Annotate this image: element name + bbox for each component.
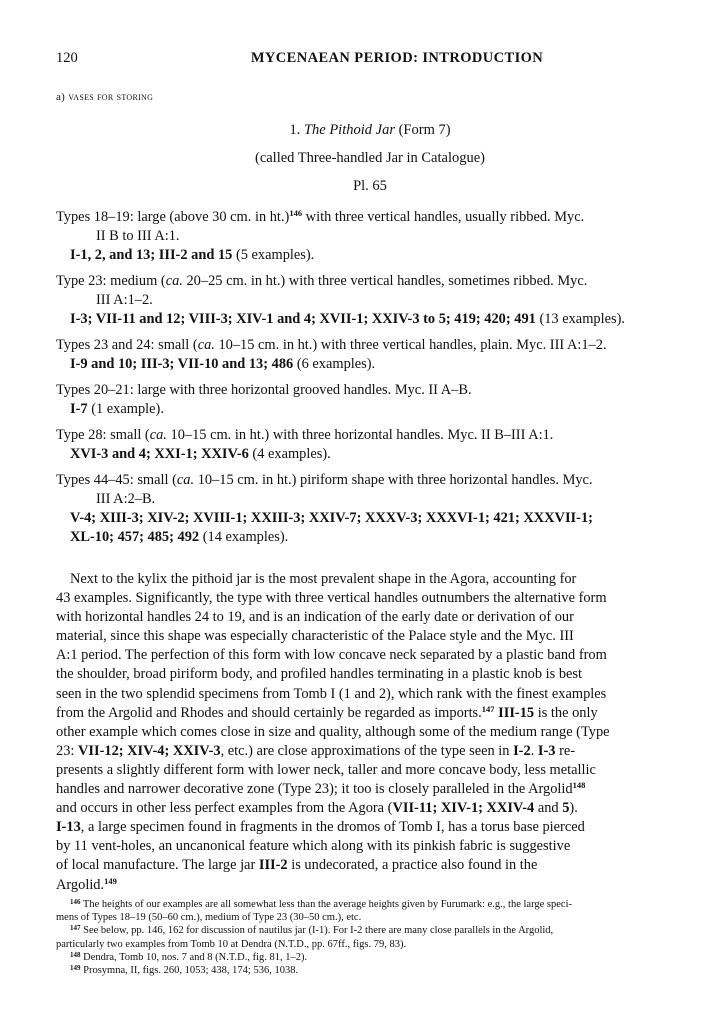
type-entry <box>56 471 671 547</box>
heading-title: The Pithoid Jar <box>303 122 395 138</box>
catalogue-ref: I-2 <box>513 742 531 759</box>
footnote-ref: 147 <box>481 703 495 714</box>
footnote-line: mens of Types 18–19 (50–60 cm.), medium of Type 23 (30–50 cm.), etc. <box>56 912 362 924</box>
body-span: re- <box>555 742 576 759</box>
body-span: of local manufacture. The large jar <box>56 857 259 874</box>
body-span: , etc.) are close approximations of the type seen in <box>220 742 514 759</box>
type-line <box>56 272 671 291</box>
footnote-text: Dendra, Tomb 10, nos. 7 and 8 (N.T.D., fig. 81, 1–2). <box>80 951 308 963</box>
footnote-ref: 149 <box>104 875 117 886</box>
type-text: Type 23: medium ( <box>56 273 166 289</box>
heading-number: 1. <box>289 122 304 138</box>
type-line <box>56 381 671 400</box>
type-text: Types 44–45: small ( <box>56 472 177 488</box>
body-span: ). <box>569 800 578 817</box>
type-text: 10–15 cm. in ht.) piriform shape with three horizontal handles. Myc. <box>194 472 593 488</box>
running-header <box>56 50 668 70</box>
section-label-text: vases for storing <box>68 91 154 103</box>
catalogue-ref: 5 <box>562 800 570 817</box>
catalogue-refs: I-7 <box>70 401 88 417</box>
body-span: is undecorated, a practice also found in the <box>287 857 538 874</box>
body-line <box>56 818 671 837</box>
section-label-prefix: a) <box>56 91 69 103</box>
type-text: 10–15 cm. in ht.) with three horizontal handles. Myc. II B–III A:1. <box>166 427 554 443</box>
type-text: Types 18–19: large (above 30 cm. in ht.) <box>56 209 290 225</box>
catalogue-ref: VII-12; XIV-4; XXIV-3 <box>78 742 221 759</box>
type-entry <box>56 336 671 374</box>
footnote-number: 146 <box>70 898 81 906</box>
section-label <box>56 91 153 103</box>
body-span: Argolid. <box>56 876 105 893</box>
type-examples <box>56 509 671 528</box>
type-text: 20–25 cm. in ht.) with three vertical handles, sometimes ribbed. Myc. <box>182 273 588 289</box>
type-examples <box>56 445 671 464</box>
body-text <box>56 570 671 895</box>
catalogue-refs: I-3; VII-11 and 12; VIII-3; XIV-1 and 4; XVII-1; XXIV-3 to 5; 419; 420; 491 <box>70 311 536 327</box>
type-text: with three vertical handles, usually ribbed. Myc. <box>302 209 585 225</box>
type-line <box>56 426 671 445</box>
example-count: (6 examples). <box>293 356 376 372</box>
type-text-italic: ca. <box>165 273 183 289</box>
type-line-cont: II B to III A:1. <box>96 228 180 244</box>
body-line: seen in the two splendid specimens from Tomb I (1 and 2), which rank with the finest examples <box>56 685 607 702</box>
body-line <box>56 704 671 723</box>
type-text-italic: ca. <box>197 337 215 353</box>
body-span: handles and narrower decorative zone (Type 23); it too is closely paralleled in the Argolid <box>56 781 573 798</box>
type-line <box>56 336 671 355</box>
body-span: and occurs in other less perfect examples from the Agora ( <box>56 800 393 817</box>
body-line <box>56 876 671 895</box>
body-line: with horizontal handles 24 to 19, and is an indication of the early date or derivation of our <box>56 609 574 626</box>
footnote <box>56 898 671 924</box>
body-line <box>56 856 671 875</box>
catalogue-refs: XVI-3 and 4; XXI-1; XXIV-6 <box>70 446 249 462</box>
type-examples <box>56 246 671 265</box>
type-line-cont: III A:2–B. <box>96 491 156 507</box>
body-line <box>56 799 671 818</box>
page-number: 120 <box>56 50 78 66</box>
example-count: (4 examples). <box>248 446 331 462</box>
catalogue-ref: I-3 <box>537 742 556 759</box>
type-examples <box>56 400 671 419</box>
catalogue-ref: III-15 <box>494 704 535 721</box>
footnote <box>56 924 671 950</box>
type-line <box>56 208 671 227</box>
catalogue-refs: I-1, 2, and 13; III-2 and 15 <box>70 247 233 263</box>
catalogue-refs: XL-10; 457; 485; 492 <box>70 529 200 545</box>
body-line <box>56 742 671 761</box>
example-count: (5 examples). <box>232 247 315 263</box>
body-line <box>56 780 671 799</box>
footnote-line <box>56 924 671 937</box>
type-text: Types 23 and 24: small ( <box>56 337 198 353</box>
footnote-number: 148 <box>70 950 81 959</box>
heading-form: (Form 7) <box>394 122 451 138</box>
catalogue-refs: I-9 and 10; III-3; VII-10 and 13; 486 <box>70 356 294 372</box>
body-span: , a large specimen found in fragments in the dromos of Tomb I, has a torus base pierced <box>80 819 585 836</box>
type-entry <box>56 381 671 419</box>
footnote-ref: 148 <box>572 780 586 791</box>
type-text-italic: ca. <box>149 427 167 443</box>
heading-subtitle: (called Three-handled Jar in Catalogue) <box>254 150 486 166</box>
body-line: 43 examples. Significantly, the type with three vertical handles outnumbers the alternative form <box>56 590 607 607</box>
type-examples <box>56 528 671 547</box>
catalogue-ref: III-2 <box>258 857 288 874</box>
catalogue-refs: V-4; XIII-3; XIV-2; XVIII-1; XXIII-3; XXIV-7; XXXV-3; XXXVI-1; 421; XXXVII-1; <box>70 510 593 526</box>
body-span: is the only <box>534 704 598 721</box>
body-span: . <box>530 742 538 759</box>
type-entry <box>56 272 671 329</box>
footnote <box>56 964 671 977</box>
body-line: material, since this shape was especially characteristic of the Palace style and the Myc. III <box>56 628 574 645</box>
type-line-cont: III A:1–2. <box>96 292 153 308</box>
body-line: A:1 period. The perfection of this form with low concave neck separated by a plastic band from <box>56 647 607 664</box>
footnote-line <box>56 898 671 911</box>
example-count: (13 examples). <box>535 311 625 327</box>
heading-plate: Pl. 65 <box>353 178 387 194</box>
type-entry <box>56 208 671 265</box>
type-list <box>56 208 671 554</box>
footnote-ref: 146 <box>289 208 303 218</box>
footnote-line <box>56 964 671 977</box>
type-text: Type 28: small ( <box>56 427 150 443</box>
type-text-italic: ca. <box>176 472 195 488</box>
type-text: Types 20–21: large with three horizontal grooved handles. Myc. II A–B. <box>56 382 472 398</box>
footnote-text: Prosymna, II, figs. 260, 1053; 438, 174; 536, 1038. <box>80 965 299 977</box>
catalogue-ref: VII-11; XIV-1; XXIV-4 <box>392 800 535 817</box>
section-heading <box>140 122 600 139</box>
body-line: by 11 vent-holes, an uncanonical feature which along with its pinkish fabric is suggestive <box>56 838 571 855</box>
body-line: the shoulder, broad piriform body, and profiled handles terminating in a plastic knob is best <box>56 666 583 683</box>
footnote <box>56 951 671 964</box>
type-entry <box>56 426 671 464</box>
footnote-number: 147 <box>70 924 81 933</box>
body-line: Next to the kylix the pithoid jar is the most prevalent shape in the Agora, accounting for <box>70 571 577 587</box>
footnote-text: See below, pp. 146, 162 for discussion of nautilus jar (I-1). For I-2 there are many close parallels in the Argolid, <box>80 925 554 937</box>
footnote-number: 149 <box>70 964 81 973</box>
footnote-text: The heights of our examples are all somewhat less than the average heights given by Furumark: e.g., the large speci- <box>80 899 573 910</box>
body-span: 23: <box>56 742 78 759</box>
footnote-line <box>56 951 671 964</box>
example-count: (1 example). <box>87 401 164 417</box>
body-span: and <box>534 800 563 817</box>
catalogue-ref: I-13 <box>56 819 81 836</box>
footnote-line: particularly two examples from Tomb 10 at Dendra (N.T.D., pp. 67ff., figs. 79, 83). <box>56 938 407 950</box>
type-examples <box>56 310 671 329</box>
type-examples <box>56 355 671 374</box>
body-line: presents a slightly different form with lower neck, taller and more concave body, less metallic <box>56 761 596 778</box>
example-count: (14 examples). <box>199 529 289 545</box>
body-span: from the Argolid and Rhodes and should certainly be regarded as imports. <box>56 704 482 721</box>
footnotes <box>56 898 671 977</box>
type-line <box>56 471 671 490</box>
type-text: 10–15 cm. in ht.) with three vertical handles, plain. Myc. III A:1–2. <box>214 337 607 353</box>
running-title: MYCENAEAN PERIOD: INTRODUCTION <box>250 50 544 66</box>
body-line: other example which comes close in size and quality, although some of the medium range (Type <box>56 723 610 740</box>
